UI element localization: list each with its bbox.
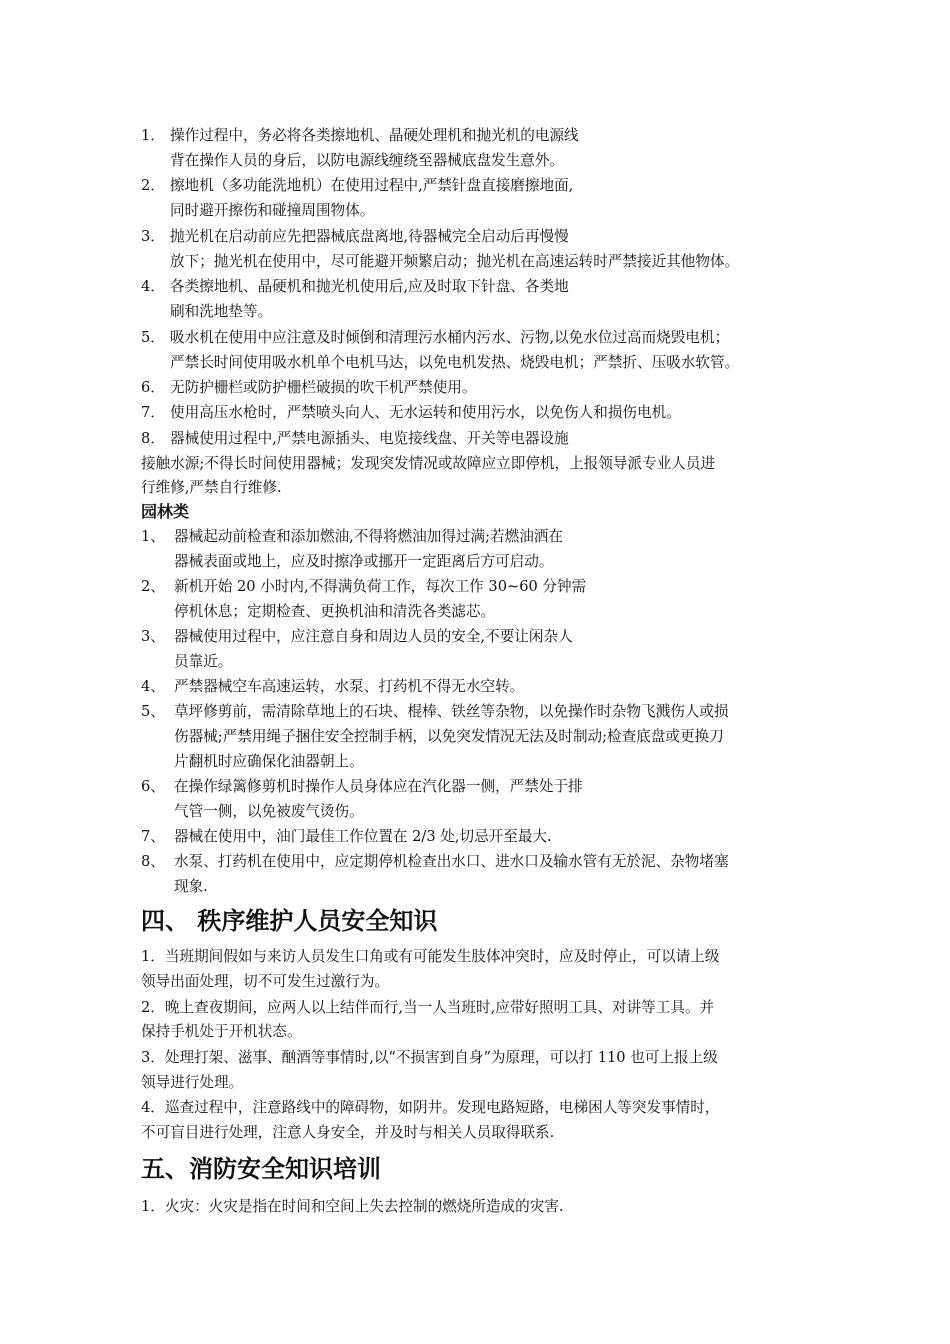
list-item: 8． 器械使用过程中,严禁电源插头、电览接线盘、开关等电器设施: [141, 430, 569, 447]
list-item: 6． 无防护栅栏或防护栅栏破损的吹干机严禁使用。: [141, 379, 477, 396]
list-item: 6、 在操作绿篱修剪机时操作人员身体应在汽化器一侧，严禁处于排: [141, 778, 583, 795]
paragraph-line: 不可盲目进行处理，注意人身安全，并及时与相关人员取得联系.: [141, 1124, 555, 1141]
list-item-continuation: 刷和洗地垫等。: [170, 303, 273, 320]
list-item: 3． 抛光机在启动前应先把器械底盘离地,待器械完全启动后再慢慢: [141, 228, 569, 245]
paragraph-line: 1．当班期间假如与来访人员发生口角或有可能发生肢体冲突时，应及时停止，可以请上级: [141, 948, 720, 965]
list-item: 5． 吸水机在使用中应注意及时倾倒和清理污水桶内污水、污物,以免水位过高而烧毁电机；: [141, 329, 730, 346]
paragraph-line: 领导出面处理，切不可发生过激行为。: [141, 973, 390, 990]
paragraph-line: 接触水源;不得长时间使用器械；发现突发情况或故障应立即停机，上报领导派专业人员进: [141, 455, 716, 472]
list-item-continuation: 片翻机时应确保化油器朝上。: [174, 753, 364, 770]
list-item: 8、 水泵、打药机在使用中，应定期停机检查出水口、进水口及输水管有无於泥、杂物堵塞: [141, 853, 729, 870]
paragraph-line: 3．处理打架、滋事、酗酒等事情时,以“不损害到自身”为原理，可以打 110 也可上报上级: [141, 1049, 718, 1066]
list-item: 7． 使用高压水枪时，严禁喷头向人、无水运转和使用污水，以免伤人和损伤电机。: [141, 404, 681, 421]
paragraph-line: 2．晚上查夜期间，应两人以上结伴而行,当一人当班时,应带好照明工具、对讲等工具。并: [141, 999, 715, 1016]
list-item-continuation: 伤器械;严禁用绳子捆住安全控制手柄，以免突发情况无法及时制动;检查底盘或更换刀: [174, 728, 724, 745]
list-item-continuation: 现象.: [174, 878, 208, 895]
paragraph-line: 1．火灾：火灾是指在时间和空间上失去控制的燃烧所造成的灾害.: [141, 1198, 564, 1215]
list-item: 2． 擦地机（多功能洗地机）在使用过程中,严禁针盘直接磨擦地面,: [141, 177, 574, 194]
list-item-continuation: 严禁长时间使用吸水机单个电机马达，以免电机发热、烧毁电机；严禁折、压吸水软管。: [170, 354, 740, 371]
list-item: 1． 操作过程中，务必将各类擦地机、晶硬处理机和抛光机的电源线: [141, 127, 579, 144]
list-item-continuation: 放下；抛光机在使用中，尽可能避开频繁启动；抛光机在高速运转时严禁接近其他物体。: [170, 253, 740, 270]
section-5-heading: 五、消防安全知识培训: [141, 1155, 381, 1183]
list-item: 1、 器械起动前检查和添加燃油,不得将燃油加得过满;若燃油洒在: [141, 528, 563, 545]
list-item: 7、 器械在使用中，油门最佳工作位置在 2/3 处,切忌开至最大.: [141, 828, 552, 845]
paragraph-line: 4．巡查过程中，注意路线中的障碍物，如阴井。发现电路短路，电梯困人等突发事情时，: [141, 1099, 720, 1116]
list-item-continuation: 停机休息；定期检查、更换机油和清洗各类滤芯。: [174, 603, 496, 620]
list-item: 4． 各类擦地机、晶硬机和抛光机使用后,应及时取下针盘、各类地: [141, 278, 569, 295]
list-item-continuation: 气管一侧，以免被废气烫伤。: [174, 803, 364, 820]
list-item-continuation: 器械表面或地上，应及时擦净或挪开一定距离后方可启动。: [174, 553, 554, 570]
list-item: 4、 严禁器械空车高速运转，水泵、打药机不得无水空转。: [141, 678, 525, 695]
list-item: 3、 器械使用过程中，应注意自身和周边人员的安全,不要让闲杂人: [141, 628, 573, 645]
list-item-continuation: 背在操作人员的身后，以防电源线缠绕至器械底盘发生意外。: [170, 152, 565, 169]
list-item: 5、 草坪修剪前，需清除草地上的石块、棍棒、铁丝等杂物，以免操作时杂物飞溅伤人或损: [141, 703, 729, 720]
list-item-continuation: 员靠近。: [174, 653, 233, 670]
list-item-continuation: 同时避开擦伤和碰撞周围物体。: [170, 202, 375, 219]
paragraph-line: 领导进行处理。: [141, 1074, 244, 1091]
list-item: 2、 新机开始 20 小时内,不得满负荷工作，每次工作 30~60 分钟需: [141, 578, 587, 595]
paragraph-line: 行维修,严禁自行维修.: [141, 479, 282, 496]
paragraph-line: 保持手机处于开机状态。: [141, 1023, 302, 1040]
garden-subheading: 园林类: [141, 502, 190, 521]
section-4-heading: 四、 秩序维护人员安全知识: [141, 907, 438, 935]
